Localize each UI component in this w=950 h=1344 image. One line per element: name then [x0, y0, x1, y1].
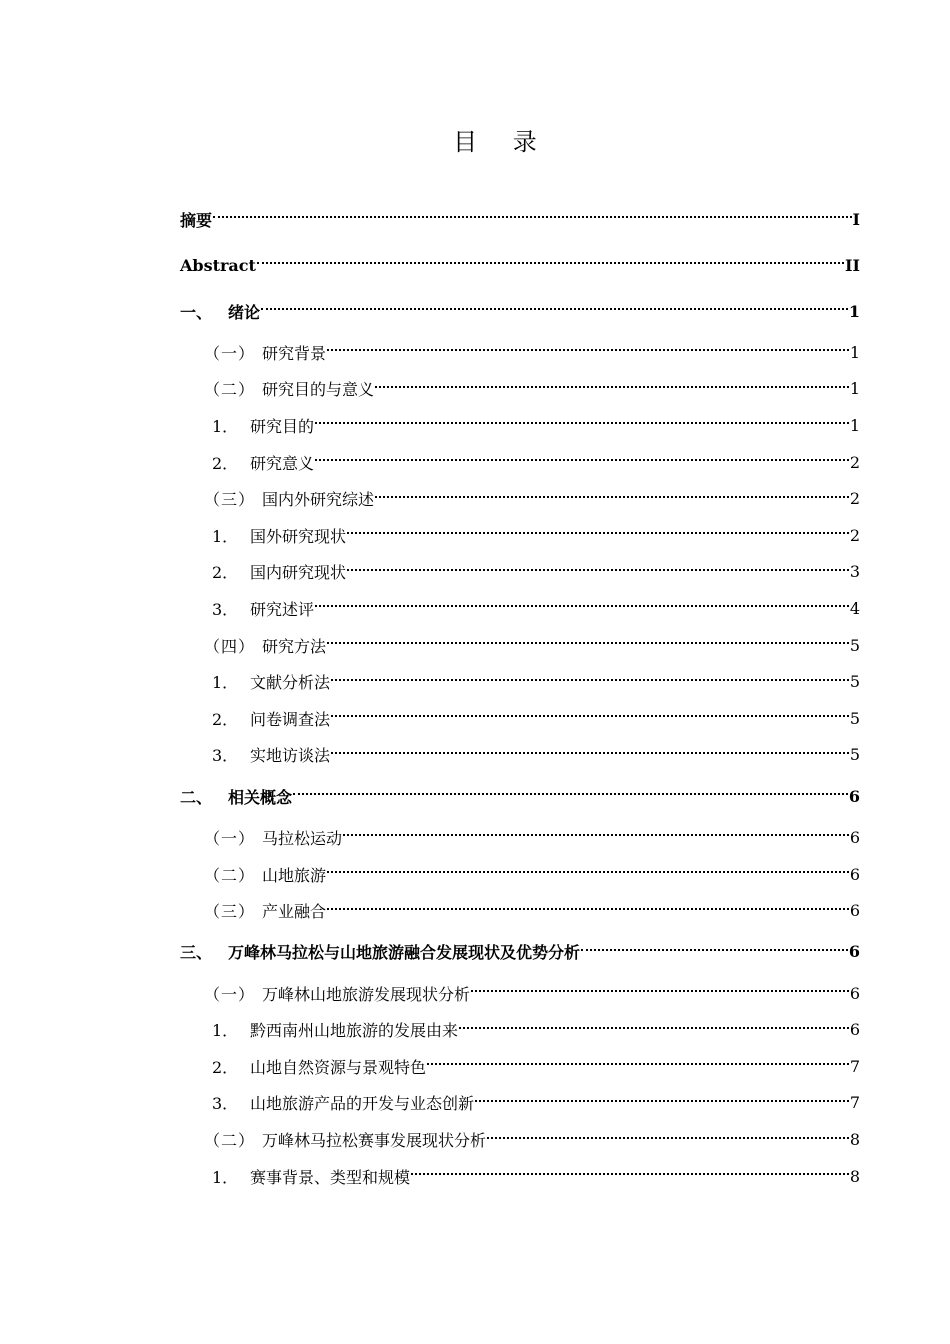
toc-entry-label: Abstract	[180, 255, 256, 275]
toc-entry-label: 相关概念	[228, 787, 293, 807]
toc-entry-number: （一）	[204, 828, 256, 848]
toc-entry[interactable]	[180, 627, 860, 664]
toc-entry-page: 1	[849, 379, 860, 399]
toc-entry-label: 万峰林马拉松赛事发展现状分析	[262, 1131, 487, 1151]
toc-entry-number: 2．	[212, 563, 239, 583]
toc-entry-label: 研究意义	[250, 453, 315, 473]
dot-leader	[327, 907, 849, 910]
toc-entry-page: 8	[849, 1130, 860, 1150]
dot-leader	[293, 792, 848, 795]
toc-entry-label: 研究目的	[250, 416, 315, 436]
toc-entry-label: 文献分析法	[250, 673, 331, 693]
toc-entry-page: 2	[849, 525, 860, 545]
toc-entry-label: 国外研究现状	[250, 526, 347, 546]
toc-title: 目 录	[453, 128, 551, 156]
toc-entry-number: 2．	[212, 709, 239, 729]
toc-entry-page: 8	[849, 1166, 860, 1186]
toc-entry[interactable]	[180, 773, 860, 819]
toc-entry-page: II	[845, 255, 860, 275]
toc-entry-label: 国内研究现状	[250, 563, 347, 583]
toc-entry-page: 1	[849, 415, 860, 435]
toc-entry-page: 6	[848, 942, 860, 962]
toc-entry-label: 摘要	[180, 210, 213, 230]
toc-entry-label: 实地访谈法	[250, 746, 331, 766]
toc-entry-number: 3．	[212, 599, 239, 619]
toc-entry-page: 1	[849, 342, 860, 362]
dot-leader	[581, 948, 848, 951]
dot-leader	[343, 833, 849, 836]
toc-entry-page: 5	[849, 708, 860, 728]
toc-entry-label: 马拉松运动	[262, 828, 343, 848]
toc-entry-page: 3	[849, 562, 860, 582]
toc-entry-label: 研究背景	[262, 343, 327, 363]
toc-entry-label: 山地旅游产品的开发与业态创新	[250, 1094, 475, 1114]
toc-entry-page: 5	[849, 745, 860, 765]
toc-entry-label: 万峰林马拉松与山地旅游融合发展现状及优势分析	[228, 943, 581, 963]
dot-leader	[327, 641, 849, 644]
toc-entry-number: （一）	[204, 343, 256, 363]
toc-entry-page: 6	[849, 983, 860, 1003]
toc-entry-page: I	[852, 209, 860, 229]
toc-entry[interactable]	[180, 819, 860, 856]
toc-entry-page: 6	[848, 786, 860, 806]
toc-entry-number: （二）	[204, 1131, 256, 1151]
toc-entry[interactable]	[180, 288, 860, 334]
toc-entry[interactable]	[180, 929, 860, 975]
toc-entry[interactable]	[180, 892, 860, 929]
toc-entry-label: 黔西南州山地旅游的发展由来	[250, 1021, 459, 1041]
toc-entry-page: 6	[849, 901, 860, 921]
toc-entry[interactable]	[180, 554, 860, 591]
toc-entry-page: 6	[849, 827, 860, 847]
dot-leader	[331, 678, 849, 681]
toc-entry[interactable]	[180, 1012, 860, 1049]
toc-entry-number: 1．	[212, 416, 239, 436]
dot-leader	[375, 385, 849, 388]
dot-leader	[257, 261, 844, 264]
toc-entry-label: 国内外研究综述	[262, 490, 375, 510]
toc-entry[interactable]	[180, 334, 860, 371]
toc-entry-page: 4	[849, 598, 860, 618]
dot-leader	[213, 215, 852, 218]
toc-entry-page: 2	[849, 452, 860, 472]
dot-leader	[411, 1172, 849, 1175]
toc-entry-number: 2．	[212, 453, 239, 473]
toc-entry[interactable]	[180, 737, 860, 774]
toc-entry-page: 5	[849, 635, 860, 655]
toc-entry-page: 7	[849, 1056, 860, 1076]
toc-entry-page: 6	[849, 864, 860, 884]
toc-entry-label: 山地旅游	[262, 865, 327, 885]
dot-leader	[475, 1099, 849, 1102]
toc-entry-label: 山地自然资源与景观特色	[250, 1057, 427, 1077]
toc-entry[interactable]	[180, 517, 860, 554]
toc-entry[interactable]	[180, 196, 860, 242]
toc-entry-label: 问卷调查法	[250, 709, 331, 729]
toc-entry[interactable]	[180, 444, 860, 481]
toc-entry[interactable]	[180, 700, 860, 737]
toc-entry[interactable]	[180, 1048, 860, 1085]
toc-entry[interactable]	[180, 975, 860, 1012]
toc-entry-number: （二）	[204, 865, 256, 885]
toc-entry[interactable]	[180, 1158, 860, 1195]
dot-leader	[315, 604, 849, 607]
toc-entry-page: 6	[849, 1020, 860, 1040]
toc-entry[interactable]	[180, 242, 860, 288]
toc-entry[interactable]	[180, 590, 860, 627]
toc-entry-number: 2．	[212, 1057, 239, 1077]
toc-entry-number: （一）	[204, 984, 256, 1004]
toc-entry-number: （三）	[204, 902, 256, 922]
toc-entry-number: 一、	[180, 302, 213, 322]
toc-entry-number: 1．	[212, 673, 239, 693]
toc-entry-label: 研究方法	[262, 636, 327, 656]
dot-leader	[315, 421, 849, 424]
dot-leader	[315, 458, 849, 461]
toc-entry-label: 产业融合	[262, 902, 327, 922]
toc-entry-page: 1	[848, 301, 860, 321]
toc-entry[interactable]	[180, 407, 860, 444]
dot-leader	[471, 989, 849, 992]
toc-entry[interactable]	[180, 371, 860, 408]
toc-entry-number: 三、	[180, 943, 213, 963]
toc-entry-label: 赛事背景、类型和规模	[250, 1167, 411, 1187]
toc-entry-number: （三）	[204, 490, 256, 510]
toc-entry-number: 3．	[212, 1094, 239, 1114]
dot-leader	[331, 751, 849, 754]
dot-leader	[327, 348, 849, 351]
toc-entry-page: 7	[849, 1093, 860, 1113]
toc-entry-number: 1．	[212, 526, 239, 546]
toc-entry-page: 2	[849, 489, 860, 509]
dot-leader	[427, 1062, 849, 1065]
dot-leader	[375, 495, 849, 498]
toc-entry[interactable]	[180, 856, 860, 893]
toc-entry-page: 5	[849, 672, 860, 692]
toc-entry-label: 绪论	[228, 302, 261, 322]
toc-entry-label: 研究述评	[250, 599, 315, 619]
toc-entry-number: （四）	[204, 636, 256, 656]
toc-entry-number: 二、	[180, 787, 213, 807]
dot-leader	[487, 1136, 849, 1139]
dot-leader	[327, 870, 849, 873]
dot-leader	[459, 1026, 849, 1029]
dot-leader	[331, 714, 849, 717]
toc-entry[interactable]	[180, 663, 860, 700]
toc-entry-label: 万峰林山地旅游发展现状分析	[262, 984, 471, 1004]
dot-leader	[261, 307, 848, 310]
toc-entry[interactable]	[180, 1085, 860, 1122]
toc-entry-number: 1．	[212, 1167, 239, 1187]
dot-leader	[347, 568, 849, 571]
toc-entry-number: （二）	[204, 380, 256, 400]
toc-entry[interactable]	[180, 1121, 860, 1158]
dot-leader	[347, 531, 849, 534]
toc-entry-label: 研究目的与意义	[262, 380, 375, 400]
toc-entry-number: 1．	[212, 1021, 239, 1041]
toc-entry-number: 3．	[212, 746, 239, 766]
toc-entry[interactable]	[180, 480, 860, 517]
table-of-contents	[180, 196, 860, 1194]
